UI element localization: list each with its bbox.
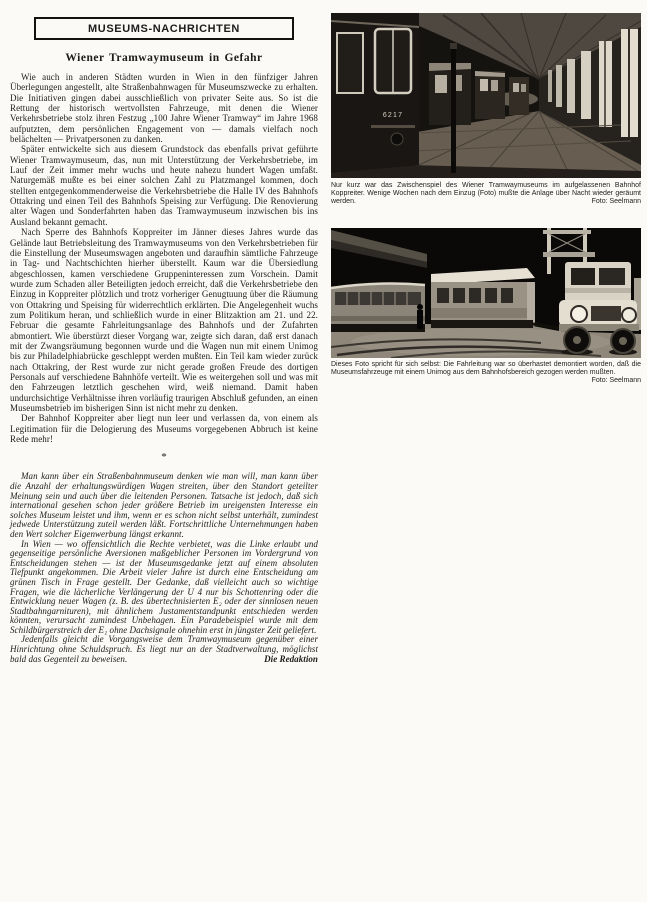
section-separator-asterisk: * [161,451,167,464]
article-title: Wiener Tramwaymuseum in Gefahr [65,52,263,64]
article-column [10,10,318,664]
editorial-closing-text: Jedenfalls gleicht die Vorgangsweise dem Tramwaymuseum gegenüber einer Hinrichtung ohne Schuldspruch. Es liegt nur an der Stadtverwaltung, möglichst bald das Gegenteil zu beweisen. [10,634,318,664]
photo-caption-1 [331,182,641,207]
unimog-towing-illustration [331,228,641,358]
article-paragraph-3: Nach Sperre des Bahnhofs Koppreiter im Jänner dieses Jahres wurde das Gelände laut Betriebsleitung des Tramwaymuseums von den Verkehrsbetrieben für die Einstellung der Museumswagen angeboten und daraufhin sämtliche Fahrzeuge in Tag- und Nachtschichten hierher überstellt. Kaum war die Übersiedlung abgeschlossen, kamen verschiedene Gruppeninteressen zum Vorschein. Damit wurde zum Schaden aller Beteiligten jedoch erreicht, daß die Verkehrsbetriebe den Einzug in Koppreiter plötzlich und trotz vorheriger Genugtuung über die Räumung von Ottakring und Speising für widerrechtlich erklärten. Die Angelegenheit wuchs zum Politikum heran, und schließlich wurde in einer Blitzaktion am 21. und 22. Februar die gesamte Fahrleitungsanlage des Bahnhofs und der Zufahrten abmontiert. Wie überstürzt dieser Vorgang war, zeigte sich daran, daß erst danach mit der Zwangsräumung begonnen wurde und die Wagen nun mit einem Unimog bis zur Philadelphiabrücke geschleppt werden mußten. Ein Teil kam wieder zurück nach Ottakring, der Rest wurde zur nicht gerade großen Freude des dortigen Personals auf verschiedene Bahnhöfe verteilt. Wie es weitergehen soll und was mit den Fahrzeugen letztlich geschehen wird, weiß niemand. Damit haben undurchsichtige Verhältnisse ihren vorläufig traurigen Abschluß gefunden, an einen Museumsbetrieb im bisherigen Sinn ist nicht mehr zu denken. [10,227,318,413]
editorial-signature: Die Redaktion [264,653,318,664]
depot-hall-illustration [331,13,641,178]
photo-caption-2 [331,361,641,386]
photo-caption-1-text: Nur kurz war das Zwischenspiel des Wiener Tramwaymuseums im aufgelassenen Bahnhof Koppreiter. Wenige Wochen nach dem Einzug (Foto) mußte die Anlage über Nacht wieder geräumt werden. [331,182,641,206]
editorial-paragraph-1: Man kann über ein Straßenbahnmuseum denken wie man will, man kann über die Anzahl der erhaltungswürdigen Wagen streiten, über den Standort geteilter Meinung sein und auch über die leitenden Personen. Tatsache ist jedoch, daß sich international gesehen schon jeder größere Betrieb im ureigensten Interesse ein solches Museum leistet und ihm, wenn er es schon nicht selbst unterhält, zumindest jedwede Unterstützung zuteil werden läßt. Fortschrittliche Unternehmungen haben den Wert solcher Eigenwerbung längst erkannt. [10,471,318,539]
photo-column [331,13,641,893]
editorial-paragraph-3 [10,635,318,664]
section-masthead: MUSEUMS-NACHRICHTEN [34,17,294,40]
article-paragraph-4: Der Bahnhof Koppreiter aber liegt nun leer und verlassen da, von einem als Legitimation für die Delogierung des Museums vorgegebenen Abbruch ist keine Rede mehr! [10,413,318,445]
photo-unimog-towing [331,228,641,358]
photo-depot-hall [331,13,641,178]
photo-caption-2-text: Dieses Foto spricht für sich selbst: Die Fahrleitung war so überhastet demontiert worden, daß die Museumsfahrzeuge mit einem Unimog aus dem Bahnhofsbereich gezogen werden mußten. [331,361,641,377]
tram-number-label: 6217 [382,112,404,119]
article-paragraph-2: Später entwickelte sich aus diesem Grundstock das ebenfalls privat geführte Wiener Tramwaymuseum, das, nun mit Unterstützung der Verkehrsbetriebe, im Lauf der Zeit immer mehr wuchs und heute nahezu hundert Wagen umfaßt. Naturgemäß mußte es bei einer solchen Zahl zu Platzmangel kommen, doch stellten entgegenkommenderweise die Verkehrsbetriebe die Halle IV des Bahnhofs Ottakring und einen Teil des Bahnhofs Speising zur Verfügung. Die Renovierung alter Wagen und Sonderfahrten haben das Tramwaymuseum inzwischen bis ins Ausland bekannt gemacht. [10,144,318,227]
editorial-paragraph-2: In Wien — wo offensichtlich die Rechte verbietet, was die Linke erlaubt und gegenseitige persönliche Aversionen maßgeblicher Personen im Vordergrund von Entscheidungen stehen — ist der Museumsgedanke jetzt auf einem absoluten Tiefpunkt angekommen. Die Arbeit vieler Jahre ist durch eine Entscheidung am grünen Tisch in Frage gestellt. Der Gedanke, daß vielleicht auch so wichtige Fragen, wie die lächerliche Verlängerung der U 4 nur bis Schottenring oder die Entwicklung neuer Wagen (z. B. des übertechnisierten E₂ oder der sinnlosen neuen Stadtbahngarnituren), mit ähnlichem Justamentstandpunkt entschieden werden könnten, verursacht zumindest Unbehagen. Ein Paradebeispiel wurde mit dem Schildbürgerstreich der E₁ ohne Dachsignale ohnehin erst in jüngster Zeit geliefert. [10,538,318,635]
article-paragraph-1: Wie auch in anderen Städten wurden in Wien in den fünfziger Jahren Überlegungen angestellt, alte Straßenbahnwagen für Museumszwecke zu erhalten. Die Initiativen gingen dabei ausschließlich von privater Seite aus. So ist die Rettung der historisch wertvollsten Fahrzeuge, mit denen die Wiener Verkehrsbetriebe stolz ihren Festzug „100 Jahre Wiener Tramway“ im Jahre 1968 aufputzten, dem persönlichen Engagement von — damals vielfach noch belächelten — Privatpersonen zu danken. [10,72,318,145]
photo-credit-2: Foto: Seelmann [591,377,641,385]
photo-credit-1: Foto: Seelmann [591,198,641,206]
